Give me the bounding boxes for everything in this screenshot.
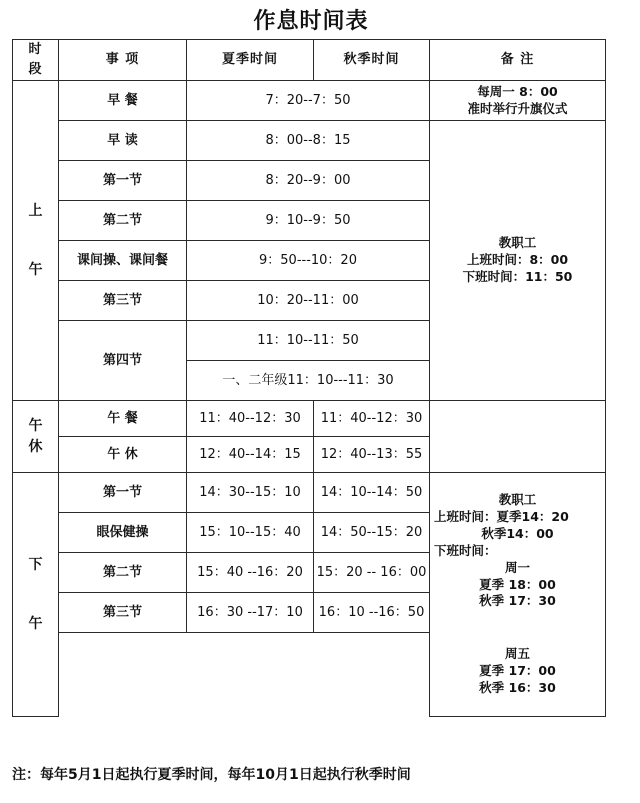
time-pm-period-2-autumn: 15：20 -- 16：00 (314, 553, 430, 593)
header-period: 时 段 (13, 40, 59, 81)
note-afternoon-staff: 教职工 上班时间：夏季14：20 秋季14：00 下班时间： 周一 夏季 18：00 秋季 17：30 周五 夏季 17：00 秋季 16：30 (430, 473, 606, 717)
time-period-3: 10：20--11：00 (187, 281, 430, 321)
header-summer: 夏季时间 (187, 40, 314, 81)
item-period-1: 第一节 (59, 161, 187, 201)
empty-cell (59, 633, 430, 717)
time-period-1: 8：20--9：00 (187, 161, 430, 201)
time-nap-summer: 12：40--14：15 (187, 437, 314, 473)
period-morning: 上 午 (13, 81, 59, 401)
item-breakfast: 早 餐 (59, 81, 187, 121)
time-pm-period-2-summer: 15：40 --16：20 (187, 553, 314, 593)
time-eye-exercise-summer: 15：10--15：40 (187, 513, 314, 553)
note-noon-empty (430, 401, 606, 473)
table-row (13, 473, 606, 513)
time-morning-reading: 8：00--8：15 (187, 121, 430, 161)
time-breakfast: 7：20--7：50 (187, 81, 430, 121)
time-eye-exercise-autumn: 14：50--15：20 (314, 513, 430, 553)
footnote: 注：每年5月1日起执行夏季时间，每年10月1日起执行秋季时间 (12, 767, 411, 783)
note-morning-staff: 教职工 上班时间：8：00 下班时间：11：50 (430, 121, 606, 401)
time-period-2: 9：10--9：50 (187, 201, 430, 241)
time-nap-autumn: 12：40--13：55 (314, 437, 430, 473)
header-autumn: 秋季时间 (314, 40, 430, 81)
period-afternoon: 下 午 (13, 473, 59, 717)
time-period-4-junior: 一、二年级11：10---11：30 (187, 361, 430, 401)
time-pm-period-1-summer: 14：30--15：10 (187, 473, 314, 513)
table-row (13, 121, 606, 161)
item-period-3: 第三节 (59, 281, 187, 321)
item-period-4: 第四节 (59, 321, 187, 401)
time-pm-period-1-autumn: 14：10--14：50 (314, 473, 430, 513)
note-flag-ceremony: 每周一 8：00 准时举行升旗仪式 (430, 81, 606, 121)
period-noon: 午 休 (13, 401, 59, 473)
item-nap: 午 休 (59, 437, 187, 473)
time-pm-period-3-summer: 16：30 --17：10 (187, 593, 314, 633)
schedule-table (12, 39, 606, 717)
item-pm-period-1: 第一节 (59, 473, 187, 513)
item-pm-period-3: 第三节 (59, 593, 187, 633)
time-lunch-autumn: 11：40--12：30 (314, 401, 430, 437)
item-pm-period-2: 第二节 (59, 553, 187, 593)
time-pm-period-3-autumn: 16：10 --16：50 (314, 593, 430, 633)
table-row (13, 401, 606, 437)
item-period-2: 第二节 (59, 201, 187, 241)
item-morning-reading: 早 读 (59, 121, 187, 161)
time-period-4: 11：10--11：50 (187, 321, 430, 361)
item-lunch: 午 餐 (59, 401, 187, 437)
time-lunch-summer: 11：40--12：30 (187, 401, 314, 437)
time-break-exercise: 9：50---10：20 (187, 241, 430, 281)
item-break-exercise: 课间操、课间餐 (59, 241, 187, 281)
item-eye-exercise: 眼保健操 (59, 513, 187, 553)
header-row (13, 40, 606, 81)
header-item: 事 项 (59, 40, 187, 81)
header-note: 备 注 (430, 40, 606, 81)
page-title: 作息时间表 (253, 9, 369, 34)
table-row (13, 81, 606, 121)
